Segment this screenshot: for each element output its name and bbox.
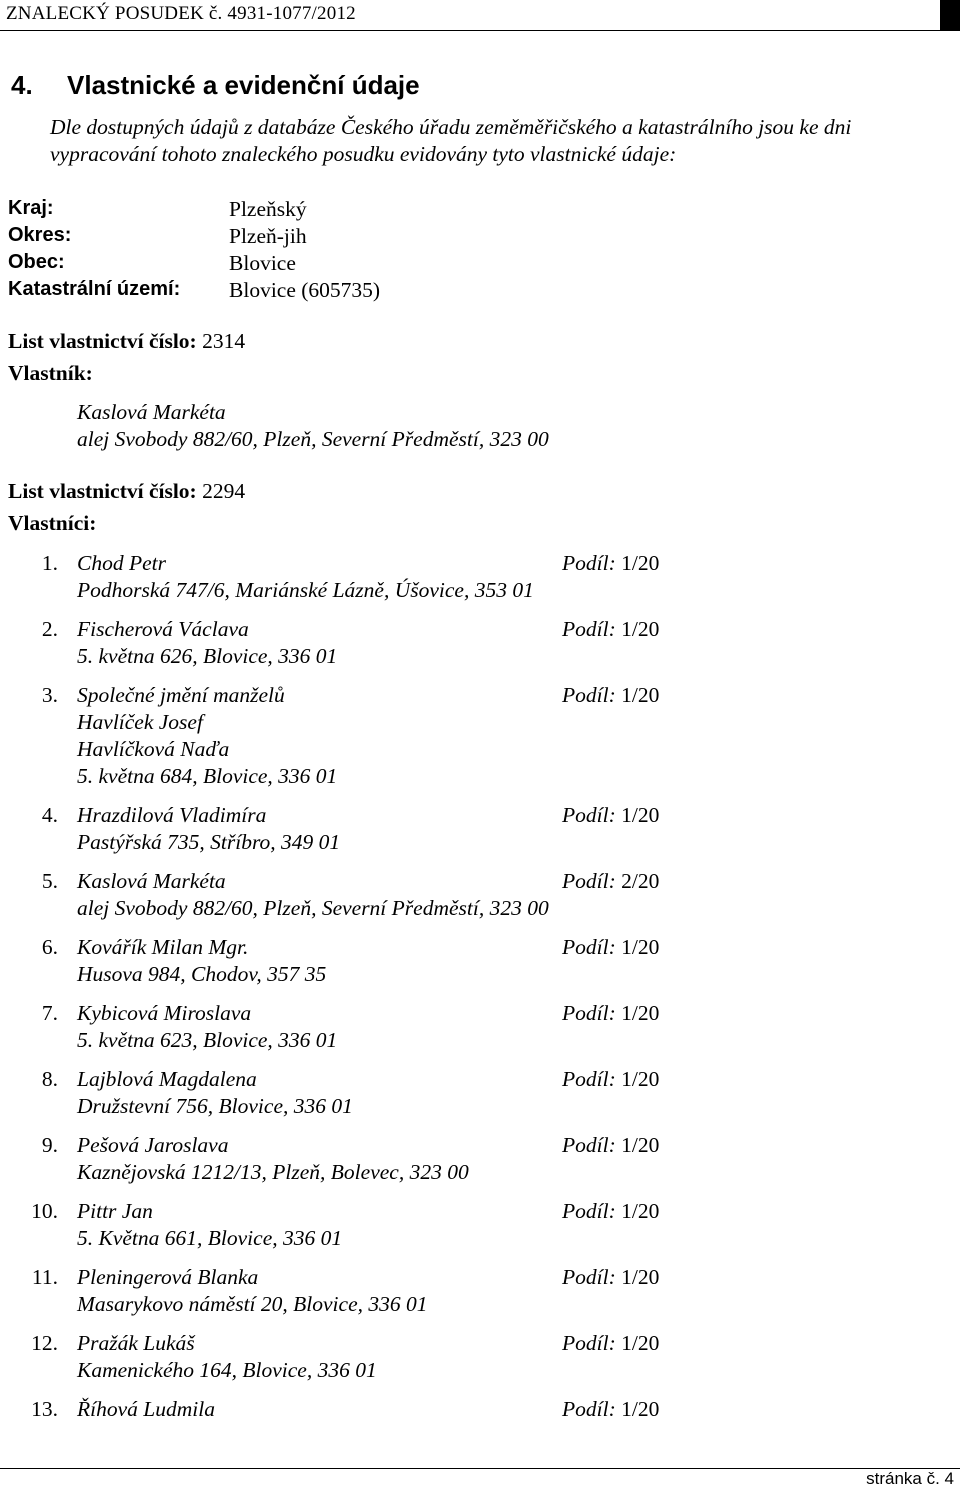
owner-address: 5. Května 661, Blovice, 336 01 — [77, 1226, 343, 1250]
share-label: Podíl: — [562, 935, 616, 959]
intro-paragraph: Dle dostupných údajů z databáze Českého úřadu zeměměřičského a katastrálního jsou ke dni vypracování tohoto znaleckého posudku evidovány tyto vlastnické údaje: — [50, 115, 852, 166]
share-value: 1/20 — [621, 683, 660, 707]
owner-share — [562, 551, 659, 576]
owner-number: 4. — [41, 803, 58, 827]
owner-share — [562, 1265, 659, 1290]
owner-number: 11. — [31, 1265, 58, 1289]
owner-number: 6. — [41, 935, 58, 959]
share-label: Podíl: — [562, 1397, 616, 1421]
location-value: Blovice — [229, 251, 296, 275]
location-label: Obec: — [8, 251, 65, 273]
owner-share — [562, 869, 659, 894]
owner-share — [562, 1331, 659, 1356]
share-value: 2/20 — [621, 869, 660, 893]
owner-number: 9. — [41, 1133, 58, 1157]
share-value: 1/20 — [621, 803, 660, 827]
share-value: 1/20 — [621, 1067, 660, 1091]
owners-heading: Vlastníci: — [8, 511, 97, 535]
owner-address: Podhorská 747/6, Mariánské Lázně, Úšovice, 353 01 — [77, 578, 534, 602]
owner-number: 3. — [41, 683, 58, 707]
lv-heading-2294 — [8, 479, 245, 504]
owner-share — [562, 1397, 659, 1422]
owner-name: Pleningerová Blanka — [77, 1265, 259, 1289]
owner-name: Říhová Ludmila — [77, 1397, 215, 1421]
share-label: Podíl: — [562, 683, 616, 707]
lv-number: 2294 — [202, 479, 246, 503]
owner-name: Hrazdilová Vladimíra — [77, 803, 267, 827]
share-label: Podíl: — [562, 803, 616, 827]
owner-address: Pastýřská 735, Stříbro, 349 01 — [77, 830, 341, 854]
owner-address: Masarykovo náměstí 20, Blovice, 336 01 — [77, 1292, 428, 1316]
owner-number: 10. — [31, 1199, 58, 1223]
owner-name: Chod Petr — [77, 551, 166, 575]
owner-address: Kamenického 164, Blovice, 336 01 — [77, 1358, 377, 1382]
location-value: Plzeň-jih — [229, 224, 307, 248]
share-value: 1/20 — [621, 1133, 660, 1157]
document-title: ZNALECKÝ POSUDEK č. 4931-1077/2012 — [6, 3, 356, 24]
share-value: 1/20 — [621, 1199, 660, 1223]
owner-name: Kaslová Markéta — [77, 400, 226, 424]
lv-label: List vlastnictví číslo: — [8, 329, 197, 353]
owner-share — [562, 803, 659, 828]
owner-share — [562, 617, 659, 642]
owner-name: Kovářík Milan Mgr. — [77, 935, 249, 959]
share-value: 1/20 — [621, 1265, 660, 1289]
lv-number: 2314 — [202, 329, 246, 353]
lv-heading-2314 — [8, 329, 245, 354]
page-number: stránka č. 4 — [866, 1469, 954, 1488]
share-label: Podíl: — [562, 1001, 616, 1025]
owner-number: 2. — [41, 617, 58, 641]
share-label: Podíl: — [562, 1199, 616, 1223]
location-value: Blovice (605735) — [229, 278, 381, 302]
owner-name: Pittr Jan — [77, 1199, 153, 1223]
owner-address: alej Svobody 882/60, Plzeň, Severní Předměstí, 323 00 — [77, 896, 549, 920]
corner-mark — [940, 0, 960, 30]
owner-share — [562, 1067, 659, 1092]
owner-share — [562, 935, 659, 960]
share-value: 1/20 — [621, 617, 660, 641]
owner-address: Havlíčková Naďa — [77, 737, 230, 761]
owner-name: Pražák Lukáš — [77, 1331, 195, 1355]
page-header — [0, 0, 960, 34]
share-label: Podíl: — [562, 551, 616, 575]
owner-address: Družstevní 756, Blovice, 336 01 — [77, 1094, 353, 1118]
owner-address: 5. května 684, Blovice, 336 01 — [77, 764, 338, 788]
share-label: Podíl: — [562, 1133, 616, 1157]
owner-share — [562, 1001, 659, 1026]
owner-address: 5. května 626, Blovice, 336 01 — [77, 644, 338, 668]
owner-name: Kaslová Markéta — [77, 869, 226, 893]
lv-label: List vlastnictví číslo: — [8, 479, 197, 503]
location-label: Kraj: — [8, 197, 54, 219]
owner-name: Společné jmění manželů — [77, 683, 285, 707]
owner-heading: Vlastník: — [8, 361, 93, 385]
owner-name: Fischerová Václava — [77, 617, 249, 641]
section-title: Vlastnické a evidenční údaje — [67, 70, 420, 100]
owner-number: 5. — [41, 869, 58, 893]
owner-address: Husova 984, Chodov, 357 35 — [77, 962, 327, 986]
owner-name: Pešová Jaroslava — [77, 1133, 229, 1157]
share-label: Podíl: — [562, 617, 616, 641]
owner-number: 12. — [31, 1331, 58, 1355]
owner-number: 7. — [41, 1001, 58, 1025]
owner-share — [562, 1133, 659, 1158]
share-value: 1/20 — [621, 935, 660, 959]
footer-divider — [0, 1468, 960, 1469]
owner-address: 5. května 623, Blovice, 336 01 — [77, 1028, 338, 1052]
location-value: Plzeňský — [229, 197, 307, 221]
share-value: 1/20 — [621, 1001, 660, 1025]
share-label: Podíl: — [562, 1265, 616, 1289]
owner-address: Havlíček Josef — [77, 710, 203, 734]
location-label: Katastrální území: — [8, 278, 181, 300]
owner-name: Lajblová Magdalena — [77, 1067, 257, 1091]
share-label: Podíl: — [562, 869, 616, 893]
share-label: Podíl: — [562, 1331, 616, 1355]
owner-number: 8. — [41, 1067, 58, 1091]
owner-number: 1. — [41, 551, 58, 575]
owner-name: Kybicová Miroslava — [77, 1001, 252, 1025]
share-value: 1/20 — [621, 1397, 660, 1421]
share-value: 1/20 — [621, 551, 660, 575]
share-label: Podíl: — [562, 1067, 616, 1091]
owner-number: 13. — [31, 1397, 58, 1421]
share-value: 1/20 — [621, 1331, 660, 1355]
section-number: 4. — [11, 70, 33, 100]
owner-address: Kaznějovská 1212/13, Plzeň, Bolevec, 323 00 — [77, 1160, 469, 1184]
header-divider — [0, 30, 960, 31]
location-label: Okres: — [8, 224, 72, 246]
owner-share — [562, 1199, 659, 1224]
owner-address: alej Svobody 882/60, Plzeň, Severní Předměstí, 323 00 — [77, 427, 549, 451]
owner-share — [562, 683, 659, 708]
section-heading — [11, 70, 420, 101]
